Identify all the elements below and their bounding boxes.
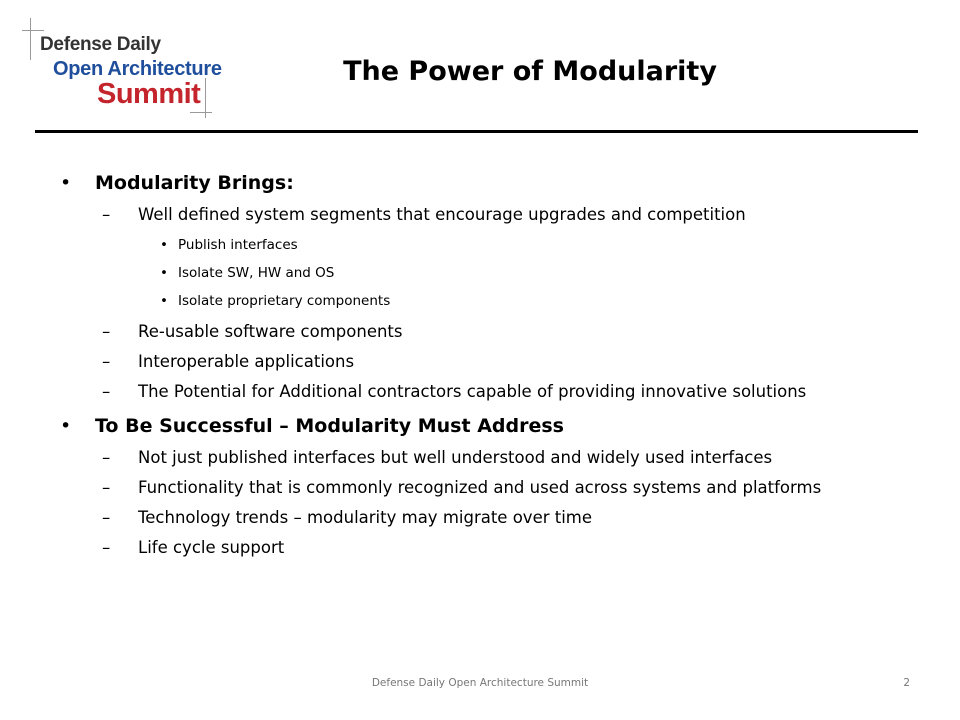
list-item-text: Re-usable software components xyxy=(138,322,403,341)
sub-list-item-text: Publish interfaces xyxy=(178,237,298,253)
slide-content xyxy=(60,170,920,559)
list-item xyxy=(60,203,920,226)
list-item-text: Functionality that is commonly recognized and used across systems and platforms xyxy=(138,478,822,497)
list-item xyxy=(60,536,920,559)
sub-list-item xyxy=(60,292,920,310)
logo-line-open-architecture: Open Architecture xyxy=(53,58,222,80)
slide-title: The Power of Modularity xyxy=(343,56,717,87)
page-number: 2 xyxy=(903,677,910,689)
list-item xyxy=(60,446,920,469)
title-divider xyxy=(35,130,918,133)
list-item-text: Technology trends – modularity may migrate over time xyxy=(138,508,593,527)
list-item xyxy=(60,320,920,343)
list-item xyxy=(60,350,920,373)
bullet-icon: • xyxy=(160,293,168,309)
bullet-icon: • xyxy=(60,172,72,194)
list-item xyxy=(60,380,920,403)
section-heading-modularity-brings xyxy=(60,170,920,196)
list-item-text: Well defined system segments that encourage upgrades and competition xyxy=(138,205,746,224)
sub-list-item xyxy=(60,264,920,282)
dash-icon: – xyxy=(102,448,111,467)
sub-list-item-text: Isolate SW, HW and OS xyxy=(178,265,335,281)
list-item-text: Interoperable applications xyxy=(138,352,355,371)
list-item-text: The Potential for Additional contractors capable of providing innovative solutions xyxy=(138,382,807,401)
bullet-icon: • xyxy=(60,415,72,437)
logo-crop-mark xyxy=(30,18,31,60)
logo-line-defense-daily: Defense Daily xyxy=(40,34,161,55)
list-item-text: Life cycle support xyxy=(138,538,285,557)
dash-icon: – xyxy=(102,382,111,401)
dash-icon: – xyxy=(102,205,111,224)
dash-icon: – xyxy=(102,352,111,371)
dash-icon: – xyxy=(102,478,111,497)
summit-logo xyxy=(22,18,222,118)
list-item xyxy=(60,476,920,499)
logo-crop-mark xyxy=(190,112,212,113)
sub-list-item xyxy=(60,236,920,254)
list-item xyxy=(60,506,920,529)
bullet-icon: • xyxy=(160,265,168,281)
bullet-icon: • xyxy=(160,237,168,253)
sub-list-item-text: Isolate proprietary components xyxy=(178,293,391,309)
section-heading-to-be-successful xyxy=(60,413,920,439)
section-heading-text: Modularity Brings: xyxy=(95,172,294,194)
dash-icon: – xyxy=(102,508,111,527)
footer-text: Defense Daily Open Architecture Summit xyxy=(371,677,589,689)
section-heading-text: To Be Successful – Modularity Must Address xyxy=(95,415,564,437)
dash-icon: – xyxy=(102,322,111,341)
logo-line-summit: Summit xyxy=(97,78,201,110)
logo-crop-mark xyxy=(22,30,44,31)
list-item-text: Not just published interfaces but well understood and widely used interfaces xyxy=(138,448,773,467)
dash-icon: – xyxy=(102,538,111,557)
